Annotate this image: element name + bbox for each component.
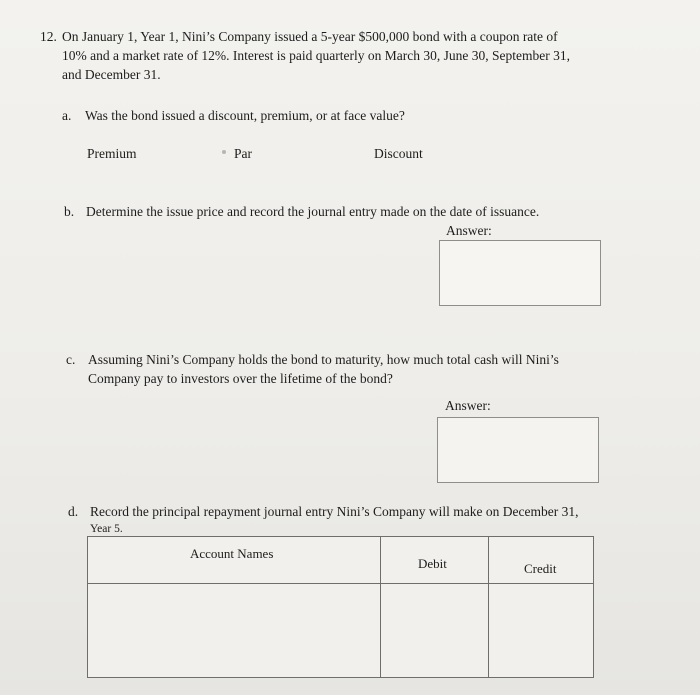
- part-d-prompt-line-1: Record the principal repayment journal entry Nini’s Company will make on December 31,: [90, 504, 579, 519]
- part-c-prompt-line-1: Assuming Nini’s Company holds the bond to maturity, how much total cash will Nini’s: [88, 352, 559, 367]
- part-c-answer-label: Answer:: [445, 398, 491, 413]
- question-stem-line-1: On January 1, Year 1, Nini’s Company issued a 5-year $500,000 bond with a coupon rate of: [62, 29, 558, 44]
- option-par[interactable]: Par: [234, 146, 252, 161]
- credit-cell[interactable]: [489, 584, 593, 678]
- debit-cell[interactable]: [381, 584, 488, 678]
- part-c-answer-box[interactable]: [437, 417, 599, 483]
- question-stem-line-2: 10% and a market rate of 12%. Interest is paid quarterly on March 30, June 30, September 31,: [62, 48, 570, 63]
- part-b-answer-box[interactable]: [439, 240, 601, 306]
- part-a-marker: a.: [62, 108, 72, 123]
- part-d-prompt-line-2: Year 5.: [90, 523, 123, 535]
- question-stem-line-3: and December 31.: [62, 67, 161, 82]
- header-debit: Debit: [418, 556, 447, 571]
- part-b-prompt: Determine the issue price and record the journal entry made on the date of issuance.: [86, 204, 540, 219]
- option-marker-dot: [222, 150, 226, 154]
- journal-entry-table: [87, 536, 594, 678]
- part-a-prompt: Was the bond issued a discount, premium, or at face value?: [85, 108, 405, 123]
- part-c-prompt-line-2: Company pay to investors over the lifetime of the bond?: [88, 371, 393, 386]
- option-discount[interactable]: Discount: [374, 146, 423, 161]
- part-b-marker: b.: [64, 204, 75, 219]
- account-names-cell[interactable]: [88, 584, 380, 678]
- header-account-names: Account Names: [190, 546, 274, 561]
- header-credit: Credit: [524, 561, 557, 576]
- question-number: 12.: [40, 29, 57, 44]
- option-premium[interactable]: Premium: [87, 146, 137, 161]
- part-c-marker: c.: [66, 352, 76, 367]
- part-d-marker: d.: [68, 504, 79, 519]
- part-b-answer-label: Answer:: [446, 223, 492, 238]
